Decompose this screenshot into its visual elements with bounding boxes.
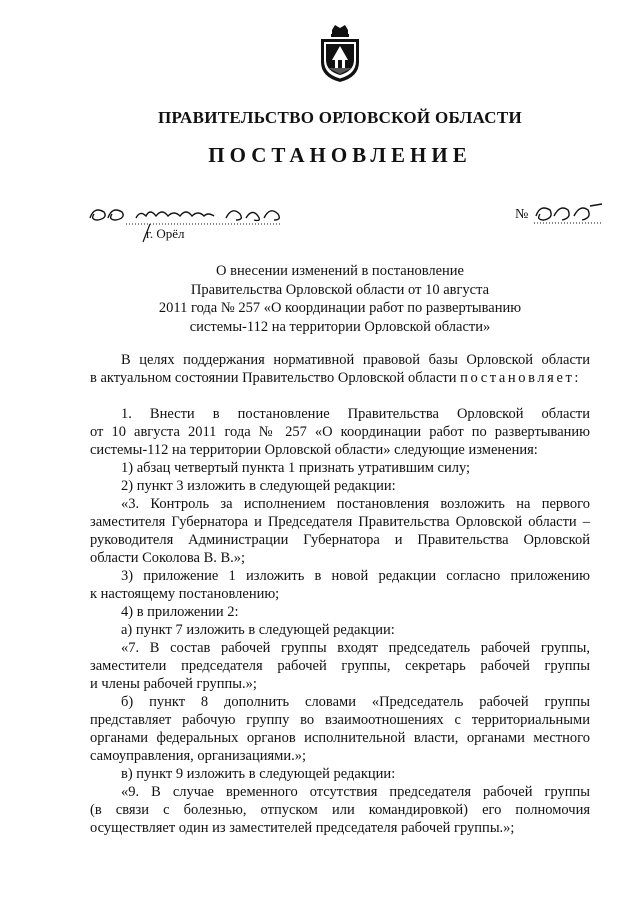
handwritten-date-signature [86, 198, 286, 228]
document-type-title: ПОСТАНОВЛЕНИЕ [208, 143, 472, 167]
decree-subject [60, 262, 620, 336]
body-line: самоуправления, организациями.»; [90, 748, 306, 764]
body-line: 1) абзац четвертый пункта 1 признать утратившим силу; [121, 460, 471, 476]
subject-line: системы-112 на территории Орловской области» [189, 318, 491, 335]
body-line: представляет рабочую группу во взаимоотношениях с территориальными [90, 712, 590, 728]
decree-number-sign: № [515, 207, 529, 222]
preamble-line: В целях поддержания нормативной правовой базы Орловской области [121, 352, 590, 368]
body-line: (в связи с болезнью, отпуском или командировкой) его полномочия [90, 802, 590, 818]
body-line: от 10 августа 2011 года № 257 «О координации работ по развертыванию [90, 424, 590, 440]
body-line: «7. В состав рабочей группы входят председатель рабочей группы, [121, 640, 590, 656]
subject-line: 2011 года № 257 «О координации работ по развертыванию [158, 300, 522, 316]
body-line: 1. Внести в постановление Правительства Орловской области [121, 406, 590, 422]
decree-body [90, 351, 590, 837]
body-line: «9. В случае временного отсутствия председателя рабочей группы [121, 784, 590, 800]
body-line: системы-112 на территории Орловской области» следующие изменения: [90, 442, 538, 458]
body-line: руководителя Администрации Губернатора и Правительства Орловской [90, 532, 590, 548]
body-line: заместителя Губернатора и Председателя Правительства Орловской области – [90, 514, 590, 530]
body-line: «3. Контроль за исполнением постановления возложить на первого [121, 496, 590, 512]
subject-line: Правительства Орловской области от 10 августа [190, 281, 490, 298]
body-line: осуществляет один из заместителей председателя рабочей группы.»; [90, 820, 515, 836]
coat-of-arms-icon [318, 24, 362, 84]
body-line: а) пункт 7 изложить в следующей редакции: [121, 622, 395, 638]
body-line: 3) приложение 1 изложить в новой редакции согласно приложению [121, 568, 590, 584]
body-line: к настоящему постановлению; [90, 586, 280, 602]
body-line: 2) пункт 3 изложить в следующей редакции: [121, 478, 396, 494]
body-line: б) пункт 8 дополнить словами «Председатель рабочей группы [121, 694, 590, 710]
body-line: заместители председателя рабочей группы, секретарь рабочей группы [90, 658, 590, 674]
preamble-line: в актуальном состоянии Правительство Орловской области постановляет: [90, 370, 582, 386]
city-label: г. Орёл [146, 226, 185, 241]
resolves-word: постановляет: [460, 370, 582, 386]
body-line: 4) в приложении 2: [121, 604, 239, 620]
body-line: и члены рабочей группы.»; [90, 676, 257, 692]
government-name: ПРАВИТЕЛЬСТВО ОРЛОВСКОЙ ОБЛАСТИ [157, 108, 523, 127]
body-line: области Соколова В. В.»; [90, 550, 246, 566]
subject-line: О внесении изменений в постановление [216, 263, 464, 279]
body-line: органами федеральных органов исполнительной власти, органами местного [90, 730, 590, 746]
body-line: в) пункт 9 изложить в следующей редакции: [121, 766, 396, 782]
handwritten-number-signature [532, 200, 604, 226]
